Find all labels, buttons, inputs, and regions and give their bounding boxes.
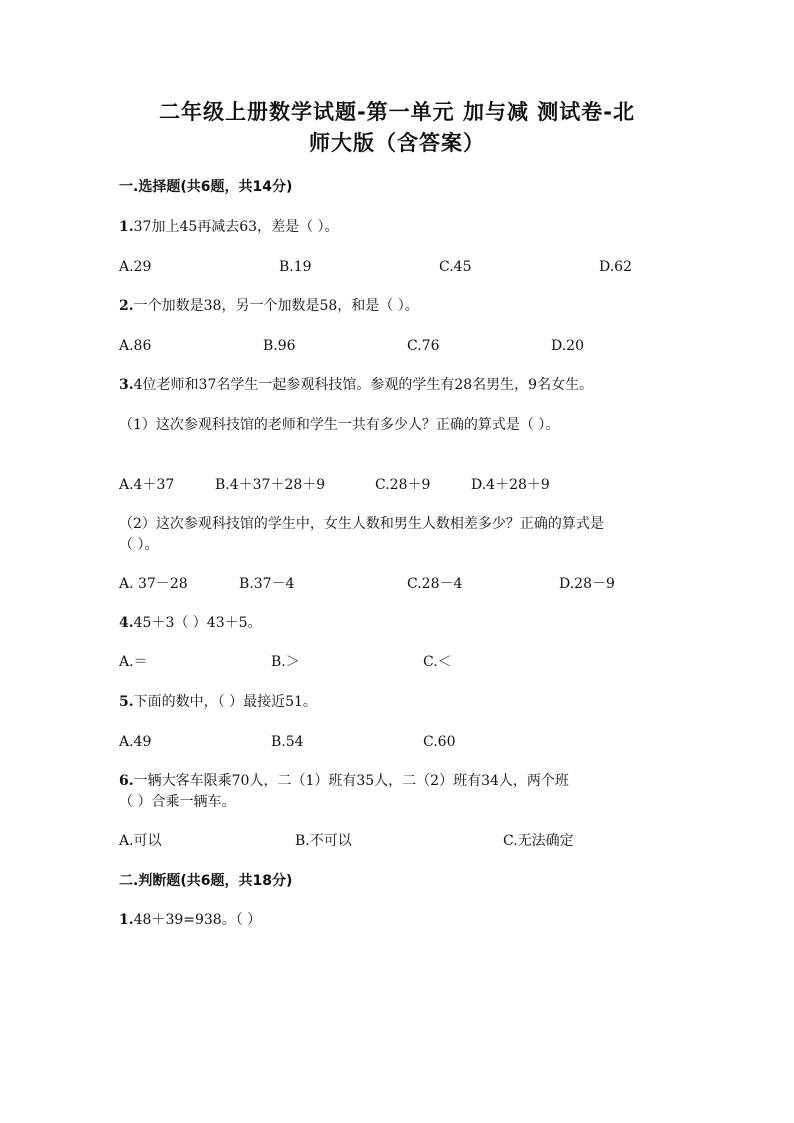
q3-sub-2-option-a: A. 37－28: [119, 576, 188, 592]
question-6-line-2: （ ）合乘一辆车。: [119, 794, 236, 810]
question-text: 一辆大客车限乘70人，二（1）班有35人，二（2）班有34人，两个班: [133, 773, 569, 789]
question-3: [119, 375, 593, 395]
q1-option-b: B.19: [279, 259, 312, 275]
question-number: 1.: [119, 219, 134, 235]
question-text: 37加上45再减去63，差是（ ）。: [133, 219, 339, 235]
q5-option-a: A.49: [119, 734, 152, 750]
q3-sub-2-option-b: B.37－4: [239, 576, 295, 592]
section-heading-choice: 一.选择题(共6题，共14分): [119, 179, 293, 195]
q2-option-d: D.20: [551, 338, 584, 354]
q3-sub-2-option-c: C.28－4: [407, 576, 463, 592]
q3-sub-1-option-b: B.4＋37＋28＋9: [215, 477, 326, 493]
question-text: 下面的数中，（ ）最接近51。: [133, 694, 317, 710]
q3-sub-2-text-line-1: （2）这次参观科技馆的学生中，女生人数和男生人数相差多少？正确的算式是: [119, 516, 604, 532]
q3-sub-1-text: （1）这次参观科技馆的老师和学生一共有多少人？正确的算式是（ ）。: [119, 417, 560, 433]
q6-option-b: B.不可以: [295, 833, 352, 849]
question-6: [119, 771, 569, 791]
question-2: [119, 296, 419, 316]
q2-option-c: C.76: [407, 338, 440, 354]
q4-option-c: C.＜: [423, 654, 452, 670]
q1-option-a: A.29: [119, 259, 152, 275]
q6-option-a: A.可以: [119, 833, 162, 849]
q2-option-a: A.86: [119, 338, 152, 354]
question-1: [119, 217, 339, 237]
page-title-line-1: 二年级上册数学试题-第一单元 加与减 测试卷-北: [158, 100, 636, 124]
question-text: 一个加数是38，另一个加数是58，和是（ ）。: [133, 298, 419, 314]
q3-sub-1-option-a: A.4＋37: [119, 477, 175, 493]
q3-sub-1-option-d: D.4＋28＋9: [471, 477, 550, 493]
question-text: 4位老师和37名学生一起参观科技馆。参观的学生有28名男生，9名女生。: [133, 377, 594, 393]
question-text: 45＋3（ ）43＋5。: [133, 615, 262, 631]
question-4: [119, 613, 262, 633]
question-5: [119, 692, 317, 712]
question-text: 48＋39=938。（ ）: [133, 912, 262, 928]
q5-option-c: C.60: [423, 734, 456, 750]
q4-option-a: A.＝: [119, 654, 148, 670]
q5-option-b: B.54: [271, 734, 304, 750]
q1-option-d: D.62: [599, 259, 632, 275]
question-number: 5.: [119, 694, 134, 710]
q1-option-c: C.45: [439, 259, 472, 275]
question-number: 6.: [119, 773, 134, 789]
section-heading-judgement: 二.判断题(共6题，共18分): [119, 873, 293, 889]
judgement-1: [119, 910, 261, 930]
page-title-line-2: 师大版（含答案）: [309, 131, 485, 155]
question-number: 1.: [119, 912, 134, 928]
question-number: 2.: [119, 298, 134, 314]
question-number: 3.: [119, 377, 134, 393]
q4-option-b: B.＞: [271, 654, 300, 670]
q3-sub-1-option-c: C.28＋9: [375, 477, 431, 493]
question-number: 4.: [119, 615, 134, 631]
q6-option-c: C.无法确定: [503, 833, 574, 849]
q2-option-b: B.96: [263, 338, 296, 354]
q3-sub-2-text-line-2: （ ）。: [119, 537, 159, 553]
q3-sub-2-option-d: D.28－9: [559, 576, 615, 592]
